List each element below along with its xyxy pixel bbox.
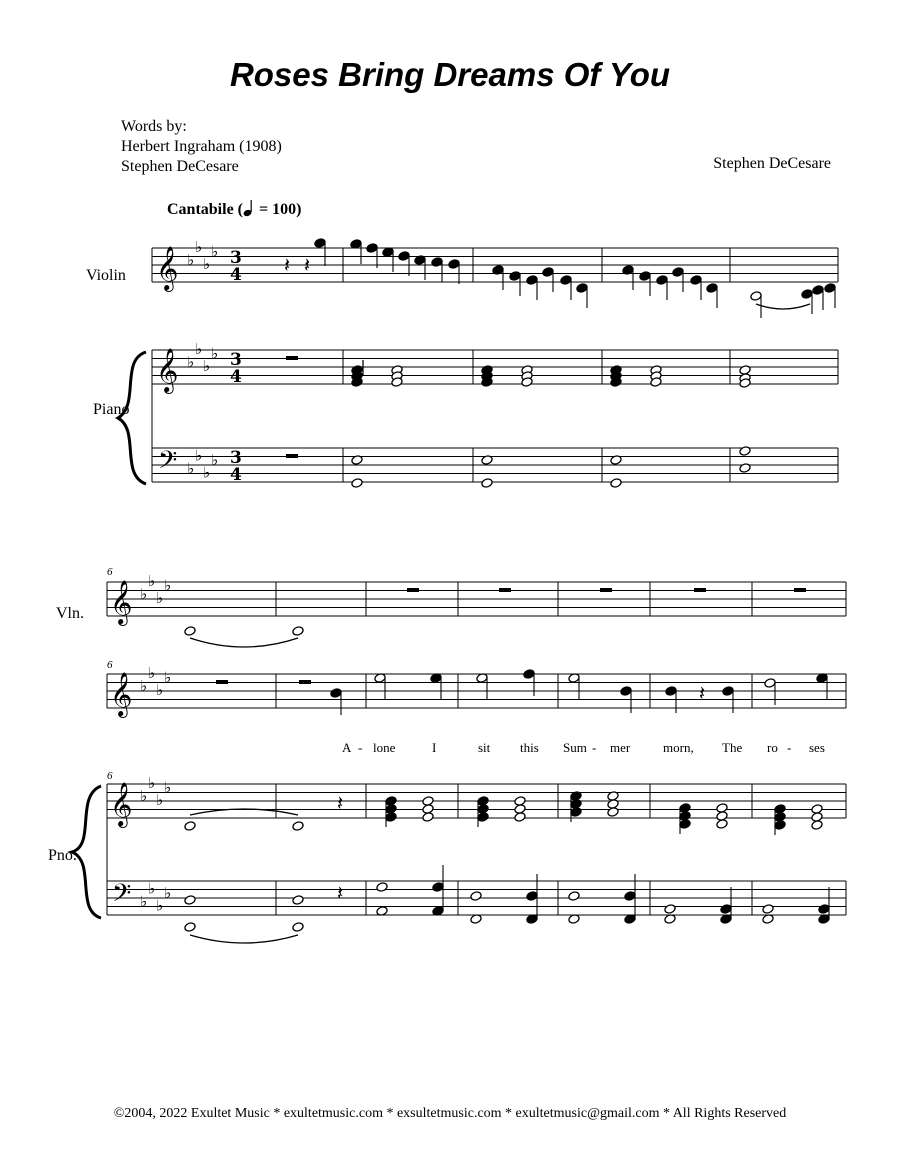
note-head: [672, 267, 684, 278]
flat-sign: ♭: [211, 450, 219, 469]
piano-abbrev-label: Pno.: [48, 847, 77, 864]
note-head: [764, 678, 776, 689]
note-head: [509, 271, 521, 282]
note-head: [762, 904, 774, 915]
note-head: [514, 812, 526, 823]
piano-label: Piano: [93, 401, 130, 418]
flat-sign: ♭: [187, 352, 195, 371]
note-head: [470, 891, 482, 902]
note-head: [624, 891, 636, 902]
note-head: [448, 259, 460, 270]
flat-sign: ♭: [148, 774, 156, 792]
note-head: [690, 275, 702, 286]
flat-sign: ♭: [195, 340, 203, 358]
lyric-syllable: morn,: [663, 740, 694, 755]
flat-sign: ♭: [140, 892, 148, 911]
lyricist-name-2: Stephen DeCesare: [121, 158, 239, 175]
flat-sign: ♭: [195, 238, 203, 256]
time-signature-denominator: 4: [230, 465, 242, 485]
whole-rest: [286, 454, 298, 458]
note-head: [292, 821, 304, 832]
note-head: [385, 812, 397, 823]
flat-sign: ♭: [156, 681, 164, 699]
note-head: [184, 895, 196, 906]
flat-sign: ♭: [187, 250, 195, 269]
lyric-syllable: sit: [478, 740, 491, 755]
flat-sign: ♭: [203, 463, 211, 482]
note-head: [526, 275, 538, 286]
note-head: [330, 688, 342, 699]
flat-sign: ♭: [164, 576, 172, 595]
lyricist-heading: Words by:: [121, 118, 187, 135]
lyric-syllable: lone: [373, 740, 396, 755]
note-head: [665, 686, 677, 697]
note-head: [801, 289, 813, 300]
tempo-prefix: Cantabile (: [167, 201, 243, 218]
composer-credit: Stephen DeCesare: [713, 155, 831, 172]
quarter-rest: 𝄽: [284, 253, 291, 277]
notation-layer: [72, 238, 846, 943]
note-head: [664, 904, 676, 915]
whole-rest: [216, 680, 228, 684]
quarter-rest: 𝄽: [304, 253, 311, 277]
note-head: [576, 283, 588, 294]
piano-brace-2: [72, 786, 101, 918]
flat-sign: ♭: [164, 883, 172, 902]
page-title: Roses Bring Dreams Of You: [229, 56, 671, 93]
note-head: [292, 626, 304, 637]
flat-sign: ♭: [140, 584, 148, 603]
quarter-rest: 𝄽: [699, 681, 706, 705]
note-head: [656, 275, 668, 286]
note-head: [422, 812, 434, 823]
note-head: [366, 243, 378, 254]
note-head: [292, 922, 304, 933]
piano-brace: [118, 352, 146, 484]
note-head: [184, 626, 196, 637]
note-head: [542, 267, 554, 278]
lyric-hyphen: -: [592, 740, 597, 755]
flat-sign: ♭: [203, 255, 211, 273]
time-signature-numerator: 3: [230, 350, 242, 370]
flat-sign: ♭: [164, 778, 172, 797]
flat-sign: ♭: [211, 344, 219, 363]
note-head: [811, 820, 823, 831]
note-head: [812, 285, 824, 296]
treble-clef-icon: 𝄞: [110, 782, 133, 826]
note-head: [720, 904, 732, 915]
lyric-syllable: this: [520, 740, 539, 755]
lyricist-name-1: Herbert Ingraham (1908): [121, 138, 282, 155]
lyric-syllable: ro: [767, 740, 778, 755]
lyric-syllable: A: [342, 740, 352, 755]
flat-sign: ♭: [156, 589, 164, 607]
measure-number-violin: 6: [107, 566, 113, 578]
flat-sign: ♭: [148, 879, 156, 898]
note-head: [722, 686, 734, 697]
violin-abbrev-label: Vln.: [56, 605, 84, 622]
time-signature-denominator: 4: [230, 367, 242, 387]
note-head: [639, 271, 651, 282]
note-head: [431, 257, 443, 268]
measure-number-voice: 6: [107, 659, 113, 671]
note-head: [824, 283, 836, 294]
lyric-hyphen: -: [787, 740, 792, 755]
note-head: [432, 882, 444, 893]
note-head: [292, 895, 304, 906]
flat-sign: ♭: [140, 786, 148, 805]
note-head: [706, 283, 718, 294]
flat-sign: ♭: [164, 668, 172, 687]
flat-sign: ♭: [148, 664, 156, 682]
flat-sign: ♭: [187, 459, 195, 478]
bass-clef-icon: 𝄢: [112, 879, 132, 914]
note-head: [774, 820, 786, 831]
slur: [190, 638, 298, 647]
note-head: [351, 478, 363, 489]
note-head: [477, 812, 489, 823]
flat-sign: ♭: [211, 242, 219, 261]
flat-sign: ♭: [140, 676, 148, 695]
violin-label: Violin: [86, 267, 126, 284]
note-head: [739, 463, 751, 474]
note-head: [523, 669, 535, 680]
whole-rest: [299, 680, 311, 684]
note-head: [620, 686, 632, 697]
flat-sign: ♭: [156, 896, 164, 915]
measure-number-piano: 6: [107, 770, 113, 782]
flat-sign: ♭: [203, 357, 211, 375]
lyric-hyphen: -: [358, 740, 363, 755]
treble-clef-icon: 𝄞: [156, 246, 179, 290]
note-head: [184, 922, 196, 933]
whole-rest: [499, 588, 511, 592]
treble-clef-icon: 𝄞: [110, 580, 133, 624]
note-head: [398, 251, 410, 262]
note-head: [750, 291, 762, 302]
flat-sign: ♭: [195, 446, 203, 465]
whole-rest: [694, 588, 706, 592]
time-signature-numerator: 3: [230, 448, 242, 468]
lyric-syllable: mer: [610, 740, 631, 755]
note-head: [739, 446, 751, 457]
bass-clef-icon: 𝄢: [158, 446, 178, 481]
time-signature-numerator: 3: [230, 248, 242, 268]
treble-clef-icon: 𝄞: [156, 348, 179, 392]
lyric-syllable: I: [432, 740, 437, 755]
lyric-syllable: Sum: [563, 740, 587, 755]
quarter-rest: 𝄽: [337, 791, 344, 815]
note-head: [560, 275, 572, 286]
slur: [190, 935, 298, 943]
note-head: [184, 821, 196, 832]
note-head: [716, 819, 728, 830]
slur: [756, 304, 810, 309]
note-head: [570, 807, 582, 818]
note-head: [818, 904, 830, 915]
treble-clef-icon: 𝄞: [110, 672, 133, 716]
copyright-notice: ©2004, 2022 Exultet Music * exultetmusic.com * exsultetmusic.com * exultetmusic@gmail.com * All Rights Reserved: [113, 1106, 787, 1121]
note-head: [376, 882, 388, 893]
flat-sign: ♭: [156, 791, 164, 809]
time-signature-denominator: 4: [230, 265, 242, 285]
tempo-suffix: = 100): [255, 201, 302, 218]
note-head: [607, 807, 619, 818]
whole-rest: [794, 588, 806, 592]
lyric-syllable: The: [722, 740, 743, 755]
note-head: [314, 238, 326, 249]
whole-rest: [600, 588, 612, 592]
quarter-rest: 𝄽: [337, 881, 344, 905]
note-head: [610, 478, 622, 489]
note-head: [481, 478, 493, 489]
note-head: [568, 891, 580, 902]
note-head: [526, 891, 538, 902]
lyric-syllable: ses: [809, 740, 825, 755]
flat-sign: ♭: [148, 572, 156, 590]
whole-rest: [407, 588, 419, 592]
whole-rest: [286, 356, 298, 360]
note-head: [679, 819, 691, 830]
